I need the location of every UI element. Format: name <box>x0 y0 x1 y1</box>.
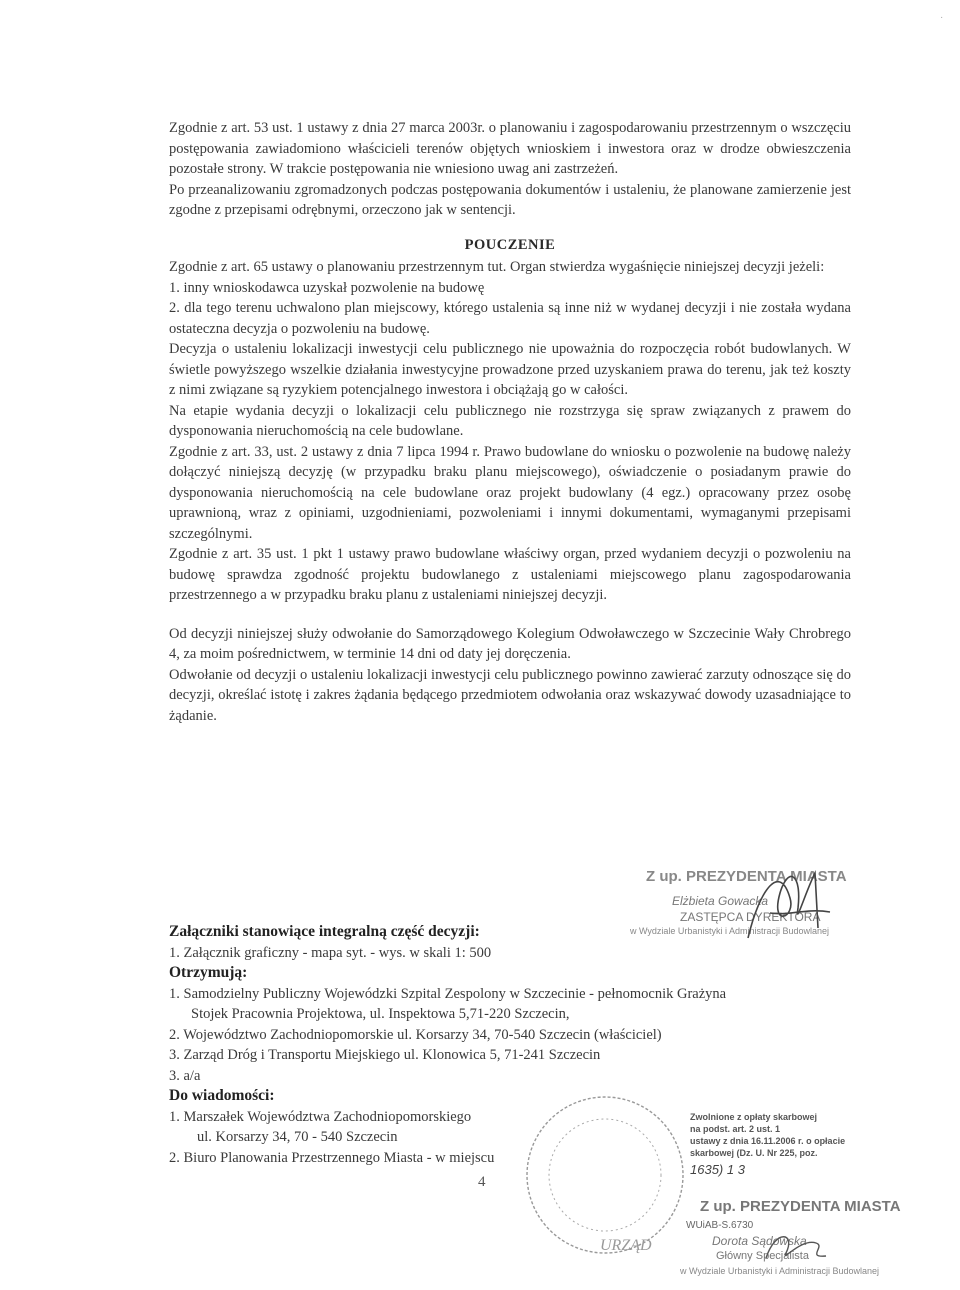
round-seal <box>520 1090 690 1260</box>
fee-stamp-line-2: na podst. art. 2 ust. 1 <box>690 1124 781 1134</box>
fee-stamp-line-1: Zwolnione z opłaty skarbowej <box>690 1112 818 1122</box>
pouczenie-item-2: 2. dla tego terenu uchwalono plan miejscowy, którego ustalenia są inne niż w wydanej decyzji i nie została wydana ostateczna decyzja o pozwoleniu na budowę. <box>169 300 851 337</box>
attachment-item-1: 1. Załącznik graficzny - mapa syt. - wys. w skali 1: 500 <box>169 944 492 961</box>
fee-stamp-line-5: 1635) 1 3 <box>690 1162 745 1177</box>
handwritten-signature-2 <box>676 1198 916 1288</box>
page-number: 4 <box>478 1174 486 1190</box>
recipient-item-2: 2. Województwo Zachodniopomorskie ul. Korsarzy 34, 70-540 Szczecin (właściciel) <box>169 1026 662 1043</box>
intro-section <box>169 118 851 726</box>
stamp2-signer-name: Dorota Sądowska <box>712 1234 807 1248</box>
fee-stamp-line-3: ustawy z dnia 16.11.2006 r. o opłacie <box>690 1136 846 1146</box>
pouczenie-paragraph-2: Decyzja o ustaleniu lokalizacji inwestycji celu publicznego nie upoważnia do rozpoczęcia robót budowlanych. W świetle powyższego wszelkie działania inwestycyjne prowadzone przed uzyskaniem prawa do terenu, jak też koszty z nimi związane są ryzykiem potencjalnego inwestora i obciążają go w całości. <box>169 341 851 398</box>
appeal-paragraph-2: Odwołanie od decyzji o ustaleniu lokalizacji inwestycji celu publicznego powinno zawierać zarzuty odnoszące się do decyzji, określać istotę i zakres żądania będącego przedmiotem odwołania oraz wskazywać dowody uzasadniające to żądanie. <box>169 666 851 724</box>
recipient-item-1b: Stojek Pracownia Projektowa, ul. Inspektowa 5,71-220 Szczecin, <box>191 1006 570 1022</box>
intro-paragraph-1: Zgodnie z art. 53 ust. 1 ustawy z dnia 27 marca 2003r. o planowaniu i zagospodarowaniu przestrzennym o wszczęciu postępowania zawiadomiono właścicieli terenów objętych wnioskiem i inwestora oraz w drodze obwieszczenia pozostałe strony. W trakcie postępowania nie wniesiono uwag ani zastrzeżeń. <box>169 120 851 177</box>
fee-stamp-line-4: skarbowej (Dz. U. Nr 225, poz. <box>690 1148 818 1158</box>
spacer <box>169 606 851 624</box>
stamp2-case-number: WUiAB-S.6730 <box>686 1220 754 1231</box>
pouczenie-paragraph-5: Zgodnie z art. 35 ust. 1 pkt 1 ustawy prawo budowlane właściwy organ, przed wydaniem decyzji o pozwoleniu na budowę sprawdza zgodność projektu budowlanego z ustaleniami miejscowego planu zagospodarowania przestrzennego a w przypadku braku planu z ustaleniami niniejszej decyzji. <box>169 546 851 603</box>
attachments-heading: Załączniki stanowiące integralną część decyzji: <box>169 923 480 940</box>
appeal-paragraph-1: Od decyzji niniejszej służy odwołanie do Samorządowego Kolegium Odwoławczego w Szczecinie Wały Chrobrego 4, za moim pośrednictwem, w terminie 14 dni od daty jej doręczenia. <box>169 625 851 662</box>
for-info-heading: Do wiadomości: <box>169 1087 275 1104</box>
pouczenie-item-1: 1. inny wnioskodawca uzyskał pozwolenie na budowę <box>169 279 485 296</box>
stamp2-signer-title: Główny Specjalista <box>716 1250 809 1262</box>
stamp-authority-line: Z up. PREZYDENTA MIASTA <box>646 868 847 885</box>
recipient-item-4: 3. a/a <box>169 1067 201 1084</box>
intro-paragraph-2: Po przeanalizowaniu zgromadzonych podczas postępowania dokumentów i ustaleniu, że planowane zamierzenie jest zgodne z przepisami odrębnymi, orzeczono jak w sentencji. <box>169 181 851 218</box>
pouczenie-paragraph-4: Zgodnie z art. 33, ust. 2 ustawy z dnia 7 lipca 1994 r. Prawo budowlane do wniosku o pozwolenie na budowę należy dołączyć niniejszą decyzję (w przypadku braku planu miejscowego), oświadczenie o posiadanym prawie do dysponowania nieruchomością na cele budowlane oraz projekt budowlany (4 egz.) opracowany przez osobę uprawnioną, wraz z opiniami, uzgodnieniami, pozwoleniami i innymi dokumentami, wymaganymi przepisami szczególnymi. <box>169 443 851 542</box>
signature-stamp-2 <box>676 1198 916 1288</box>
stamp-department: w Wydziale Urbanistyki i Administracji Budowlanej <box>630 926 829 936</box>
seal-text: URZĄD <box>600 1237 652 1254</box>
for-info-item-2: 2. Biuro Planowania Przestrzennego Miasta - w miejscu <box>169 1149 495 1166</box>
fee-stamp <box>690 1112 910 1192</box>
recipients-heading: Otrzymują: <box>169 964 248 981</box>
for-info-item-1a: 1. Marszałek Województwa Zachodniopomorskiego <box>169 1108 472 1125</box>
pouczenie-heading: POUCZENIE <box>464 236 556 253</box>
stamp2-authority-line: Z up. PREZYDENTA MIASTA <box>700 1198 901 1215</box>
stamp2-department: w Wydziale Urbanistyki i Administracji Budowlanej <box>680 1266 879 1276</box>
pouczenie-paragraph-1: Zgodnie z art. 65 ustawy o planowaniu przestrzennym tut. Organ stwierdza wygaśnięcie niniejszej decyzji jeżeli: <box>169 259 825 275</box>
recipient-item-3: 3. Zarząd Dróg i Transportu Miejskiego ul. Klonowica 5, 71-241 Szczecin <box>169 1047 601 1063</box>
pouczenie-paragraph-3: Na etapie wydania decyzji o lokalizacji celu publicznego nie rozstrzyga się spraw związanych z prawem do dysponowania nieruchomością na cele budowlane. <box>169 402 851 439</box>
stamp-signer-title: ZASTĘPCA DYREKTORA <box>680 910 821 924</box>
recipient-item-1a: 1. Samodzielny Publiczny Wojewódzki Szpital Zespolony w Szczecinie - pełnomocnik Grażyna <box>169 985 727 1002</box>
scan-mark: · <box>940 12 944 23</box>
for-info-item-1b: ul. Korsarzy 34, 70 - 540 Szczecin <box>197 1129 398 1145</box>
stamp-signer-name: Elżbieta Gowacka <box>672 894 769 908</box>
